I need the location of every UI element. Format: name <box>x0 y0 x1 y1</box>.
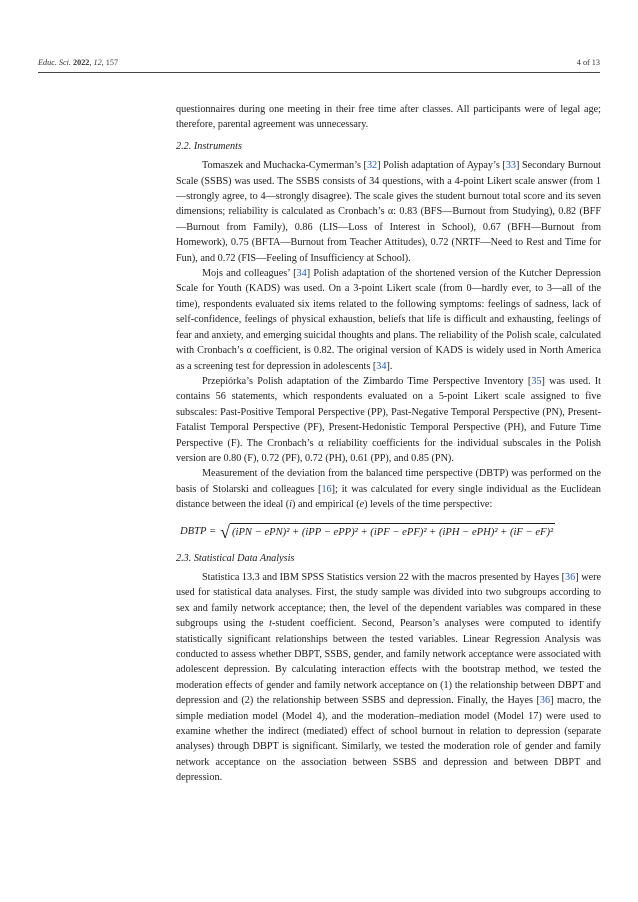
dbtp-equation <box>180 523 601 541</box>
paragraph-ssbs: Tomaszek and Muchacka-Cymerman’s [32] Polish adaptation of Aypay’s [33] Secondary Burnout Scale (SSBS) was used. The SSBS consists of 34 questions, with a 4-point Likert scale answer (from 1—strongly agree, to 4—strongly disagree). The scale gives the student burnout total score and its seven dimensions; reliability is calculated as Cronbach’s α: 0.83 (BFS—Burnout from Studying), 0.82 (BFF—Burnout from Family), 0.86 (LIS—Loss of Interest in School), 0.67 (BFH—Burnout from Homework), 0.75 (BFTA—Burnout from Teacher Attitudes), 0.72 (NRTF—Need to Rest and Time for Fun), and 0.72 (FIS—Feeling of Insufficiency at School). <box>176 160 601 264</box>
citation-link[interactable]: 34 <box>296 268 307 280</box>
intro-paragraph: questionnaires during one meeting in their free time after classes. All participants were of legal age; therefore, parental agreement was unnecessary. <box>176 104 601 131</box>
citation-link[interactable]: 36 <box>565 571 576 583</box>
citation-link[interactable]: 35 <box>531 375 542 387</box>
citation-link[interactable]: 36 <box>539 695 551 707</box>
journal-name: Educ. Sci. <box>38 58 71 67</box>
paragraph-ztpi: Przepiórka’s Polish adaptation of the Zimbardo Time Perspective Inventory [35] was used. It contains 56 statements, which respondents evaluated on a 5-point Likert scale assigned to five subscales: Past-Positive Temporal Perspective (PP), Past-Negative Temporal Perspective (PN), Present-Fatalist Temporal Perspective (PF), Present-Hedonistic Temporal Perspective (PH), and Future Time Perspective (F). The Cronbach’s α reliability coefficients for the individual subscales in the Polish version are 0.80 (F), 0.72 (PF), 0.72 (PH), 0.61 (PP), and 0.85 (PN). <box>176 375 601 464</box>
citation-link[interactable]: 33 <box>505 160 516 172</box>
radical-icon: √ <box>220 521 230 542</box>
citation-link[interactable]: 16 <box>321 483 332 495</box>
citation-link[interactable]: 34 <box>376 360 387 372</box>
paragraph-kads: Mojs and colleagues’ [34] Polish adaptation of the shortened version of the Kutcher Depression Scale for Youth (KADS) was used. On a 3-point Likert scale (from 0—hardly ever, to 3—all of the time), respondents evaluated six items related to the following symptoms: feelings of sadness, lack of self-confidence, feelings of physical exhaustion, beliefs that life is difficult and exhausting, feelings of fear and anxiety, and emerging suicidal thoughts and plans. The reliability of the Polish scale, calculated with Cronbach’s α coefficient, is 0.82. The original version of KADS is widely used in North America as a screening test for depression in adolescents [34]. <box>176 268 602 372</box>
journal-year: 2022 <box>73 58 90 67</box>
paragraph-statistics: Statistica 13.3 and IBM SPSS Statistics version 22 with the macros presented by Hayes [36] were used for statistical data analyses. First, the study sample was divided into two subgroups according to sex and family network acceptance; then, the level of the dependent variables was compared in these subgroups using the t-student coefficient. Second, Pearson’s analyses were computed to identify statistically significant relationships between the tested variables. Linear Regression Analysis was conducted to assess whether DBPT, SSBS, gender, and family network acceptance were associated with adolescent depression. By calculating interaction effects with the bootstrap method, we tested the moderation effects of gender and family network acceptance on (1) the relationship between DBPT and depression and (2) the relationship between SSBS and depression. Finally, the Hayes [36] macro, the simple mediation model (Model 4), and the moderation–mediation model (Model 17) were used to examine whether the indirect (mediated) effect of school burnout in relation to depression (separate analyses) through DBPT is significant. Similarly, we tested the moderation role of gender and family network acceptance on the association between SSBS and depression and between DBPT and depression. <box>176 571 602 784</box>
page-header: Educ. Sci. 2022, 12, 157 4 of 13 <box>38 58 600 67</box>
paragraph-dbtp: Measurement of the deviation from the balanced time perspective (DBTP) was performed on the basis of Stolarski and colleagues [16]; it was calculated for every single individual as the Euclidean distance between the ideal (i) and empirical (e) levels of the time perspective: <box>176 468 601 511</box>
journal-volume: 12 <box>93 58 102 67</box>
section-heading-instruments: 2.2. Instruments <box>176 140 242 152</box>
page-number: 4 of 13 <box>576 58 600 67</box>
section-heading-statistics: 2.3. Statistical Data Analysis <box>176 552 295 564</box>
citation-link[interactable]: 32 <box>366 160 378 172</box>
article-body <box>176 102 601 786</box>
article-number: 157 <box>105 58 119 67</box>
equation-rhs: (iPN − ePN)² + (iPP − ePP)² + (iPF − ePF)² + (iPH − ePH)² + (iF − eF)² <box>230 523 555 541</box>
header-divider <box>38 72 600 73</box>
square-root <box>220 523 555 541</box>
equation-lhs: DBTP = <box>180 525 217 537</box>
